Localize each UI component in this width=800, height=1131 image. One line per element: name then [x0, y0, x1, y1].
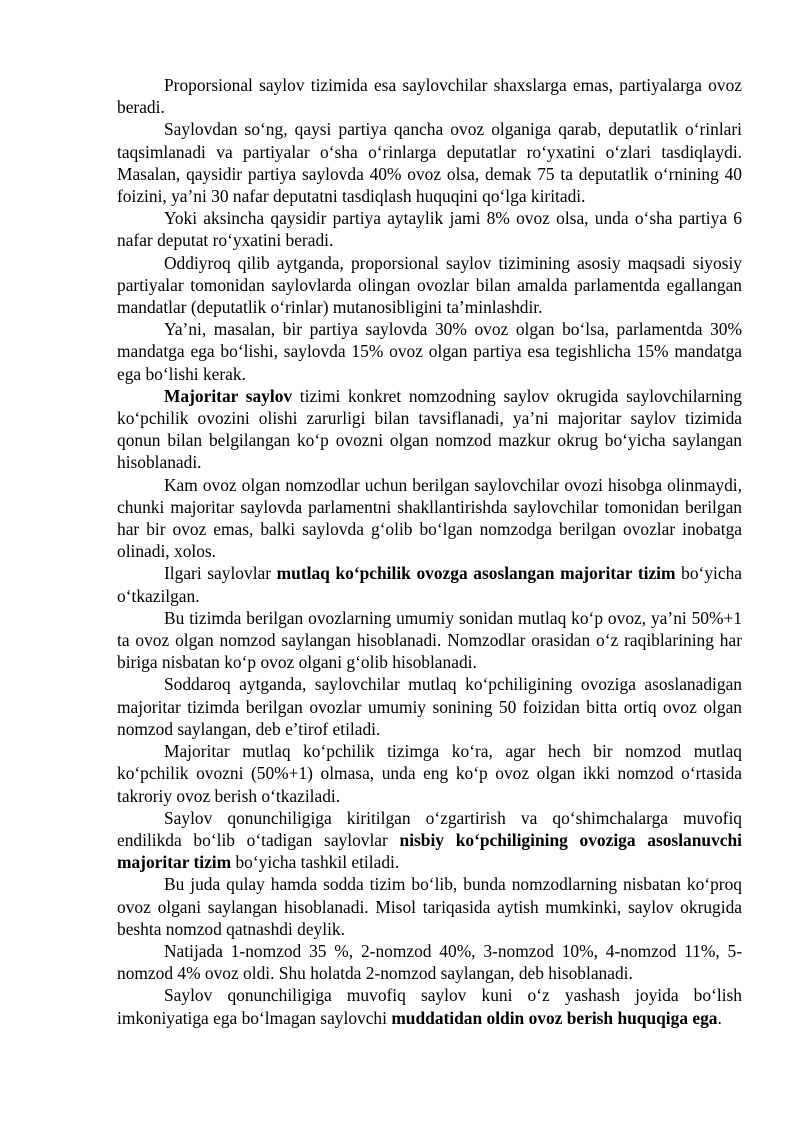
paragraph: Bu juda qulay hamda sodda tizim bo‘lib, bunda nomzodlarning nisbatan ko‘proq ovoz olgani saylangan hisoblanadi. Misol tariqasida aytish mumkinki, saylov okrugida beshta nomzod qatnashdi deylik. — [117, 874, 742, 939]
bold-term: mutlaq ko‘pchilik ovozga asoslangan majoritar tizim — [276, 563, 676, 584]
paragraph: Ya’ni, masalan, bir partiya saylovda 30% ovoz olgan bo‘lsa, parlamentda 30% mandatga ega bo‘lishi, saylovda 15% ovoz olgan partiya esa tegishlicha 15% mandatga ega bo‘lishi kerak. — [117, 319, 742, 384]
bold-term: muddatidan oldin ovoz berish huquqiga ega — [391, 1007, 718, 1028]
document-page — [117, 74, 742, 1029]
paragraph: Ilgari saylovlar mutlaq ko‘pchilik ovozga asoslangan majoritar tizim bo‘yicha o‘tkazilgan. — [117, 563, 742, 606]
bold-term: nisbiy ko‘pchiligining ovoziga asoslanuvchi majoritar tizim — [117, 829, 742, 873]
paragraph: Oddiyroq qilib aytganda, proporsional saylov tizimining asosiy maqsadi siyosiy partiyalar tomonidan saylovlarda olingan ovozlar bilan amalda parlamentda egallangan mandatlar (deputatlik o‘rinlar) mutanosibligini ta’minlashdir. — [117, 252, 742, 318]
paragraph: Saylov qonunchiligiga kiritilgan o‘zgartirish va qo‘shimchalarga muvofiq endilikda bo‘lib o‘tadigan saylovlar nisbiy ko‘pchiligining ovoziga asoslanuvchi majoritar tizim bo‘yicha tashkil etiladi. — [117, 807, 742, 873]
paragraph: Majoritar mutlaq ko‘pchilik tizimga ko‘ra, agar hech bir nomzod mutlaq ko‘pchilik ovozni (50%+1) olmasa, unda eng ko‘p ovoz olgan ikki nomzod o‘rtasida takroriy ovoz berish o‘tkaziladi. — [117, 741, 742, 806]
paragraph: Bu tizimda berilgan ovozlarning umumiy sonidan mutlaq ko‘p ovoz, ya’ni 50%+1 ta ovoz olgan nomzod saylangan hisoblanadi. Nomzodlar orasidan o‘z raqiblarining har biriga nisbatan ko‘p ovoz olgani g‘olib hisoblanadi. — [117, 607, 742, 673]
paragraph: Majoritar saylov tizimi konkret nomzodning saylov okrugida saylovchilarning ko‘pchilik ovozini olishi zarurligi bilan tavsiflanadi, ya’ni majoritar saylov tizimida qonun bilan belgilangan ko‘p ovozni olgan nomzod mazkur okrug bo‘yicha saylangan hisoblanadi. — [117, 385, 742, 473]
paragraph: Soddaroq aytganda, saylovchilar mutlaq ko‘pchiligining ovoziga asoslanadigan majoritar tizimda berilgan ovozlar umumiy sonining 50 foizidan bitta ortiq ovoz olgan nomzod saylangan, deb e’tirof etiladi. — [117, 674, 742, 739]
bold-term: Majoritar saylov — [164, 385, 293, 406]
paragraph: Yoki aksincha qaysidir partiya aytaylik jami 8% ovoz olsa, unda o‘sha partiya 6 nafar deputat ro‘yxatini beradi. — [117, 208, 742, 251]
paragraph: Proporsional saylov tizimida esa saylovchilar shaxslarga emas, partiyalarga ovoz beradi. — [117, 75, 742, 118]
paragraph: Saylovdan so‘ng, qaysi partiya qancha ovoz olganiga qarab, deputatlik o‘rinlari taqsimlanadi va partiyalar o‘sha o‘rinlarga deputatlar ro‘yxatini o‘zlari tasdiqlaydi. Masalan, qaysidir partiya saylovda 40% ovoz olsa, demak 75 ta deputatlik o‘rnining 40 foizini, ya’ni 30 nafar deputatni tasdiqlash huquqini qo‘lga kiritadi. — [117, 119, 742, 207]
paragraph: Natijada 1-nomzod 35 %, 2-nomzod 40%, 3-nomzod 10%, 4-nomzod 11%, 5-nomzod 4% ovoz oldi. Shu holatda 2-nomzod saylangan, deb hisoblanadi. — [117, 940, 742, 984]
paragraph: Saylov qonunchiligiga muvofiq saylov kuni o‘z yashash joyida bo‘lish imkoniyatiga ega bo‘lmagan saylovchi muddatidan oldin ovoz berish huquqiga ega. — [117, 985, 742, 1028]
paragraph: Kam ovoz olgan nomzodlar uchun berilgan saylovchilar ovozi hisobga olinmaydi, chunki majoritar saylovda parlamentni shakllantirishda saylovchilar tomonidan berilgan har bir ovoz emas, balki saylovda g‘olib bo‘lgan nomzodga berilgan ovozlar inobatga olinadi, xolos. — [117, 474, 742, 562]
